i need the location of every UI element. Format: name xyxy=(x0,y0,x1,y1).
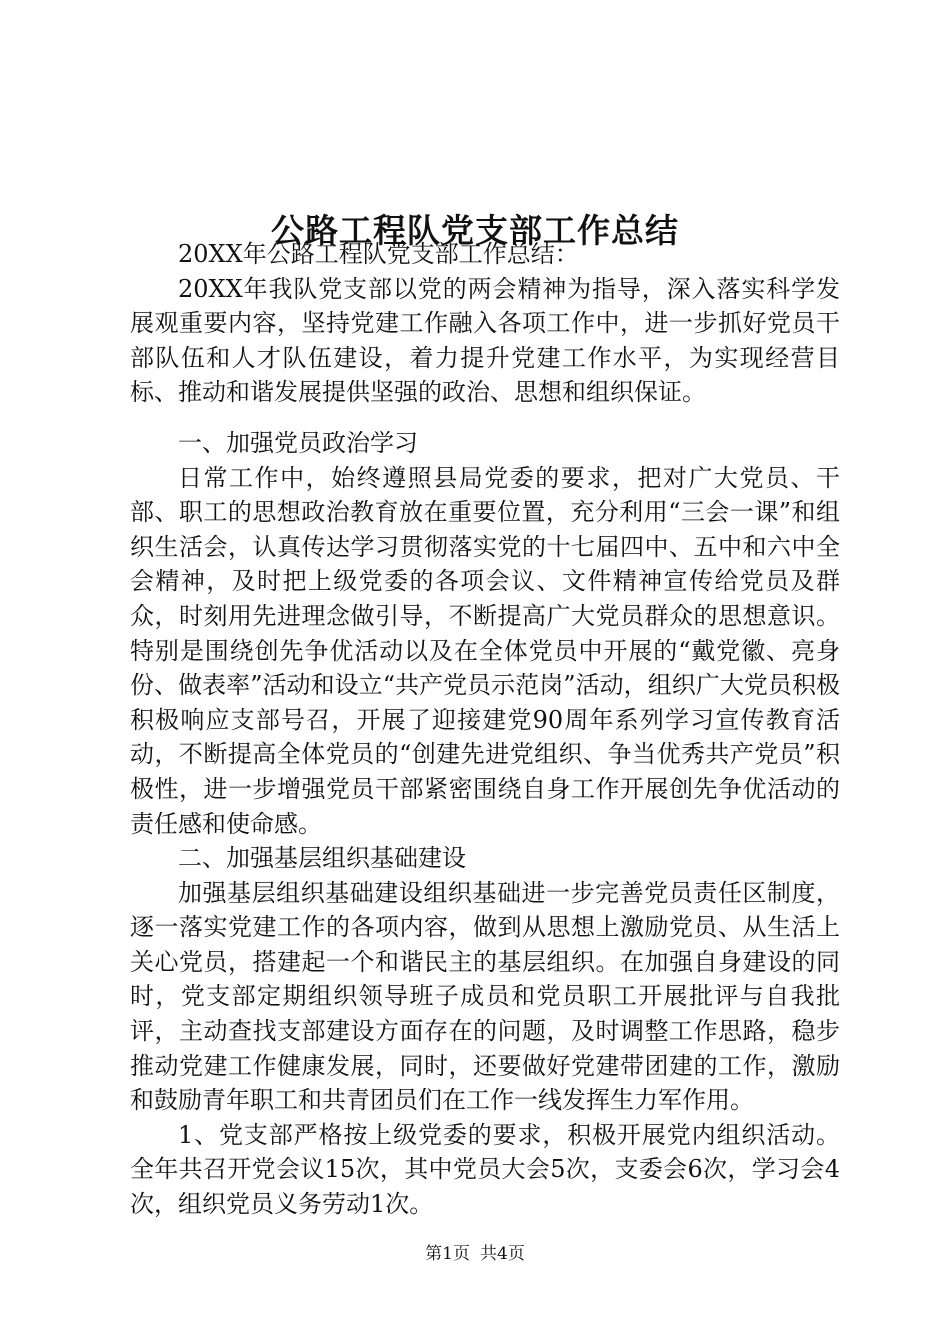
section-heading-2: 二、加强基层组织基础建设 xyxy=(178,844,466,873)
page-number: 第1页 xyxy=(425,1244,470,1264)
summary-paragraph: 20XX年我队党支部以党的两会精神为指导，深入落实科学发展观重要内容，坚持党建工作融入各项工作中，进一步抓好党员干部队伍和人才队伍建设，着力提升党建工作水平，为实现经营目标、推动和谐发展提供坚强的政治、思想和组织保证。 xyxy=(130,274,840,407)
intro-line: 20XX年公路工程队党支部工作总结： xyxy=(178,240,579,268)
section-heading-1: 一、加强党员政治学习 xyxy=(178,428,418,457)
item-1-paragraph: 1、党支部严格按上级党委的要求，积极开展党内组织活动。全年共召开党会议15次，其中党员大会5次，支委会6次，学习会4次，组织党员义务劳动1次。 xyxy=(130,1120,840,1219)
section-2-paragraph: 加强基层组织基础建设组织基础进一步完善党员责任区制度，逐一落实党建工作的各项内容，做到从思想上激励党员、从生活上关心党员，搭建起一个和谐民主的基层组织。在加强自身建设的同时，党支部定期组织领导班子成员和党员职工开展批评与自我批评，主动查找支部建设方面存在的问题，及时调整工作思路，稳步推动党建工作健康发展，同时，还要做好党建带团建的工作，激励和鼓励青年职工和共青团员们在工作一线发挥生力军作用。 xyxy=(130,878,840,1115)
page-total: 共4页 xyxy=(480,1244,525,1264)
page-footer xyxy=(0,1242,950,1266)
section-1-paragraph: 日常工作中，始终遵照县局党委的要求，把对广大党员、干部、职工的思想政治教育放在重要位置，充分利用“三会一课”和组织生活会，认真传达学习贯彻落实党的十七届四中、五中和六中全会精神，及时把上级党委的各项会议、文件精神宣传给党员及群众，时刻用先进理念做引导，不断提高广大党员群众的思想意识。特别是围绕创先争优活动以及在全体党员中开展的“戴党徽、亮身份、做表率”活动和设立“共产党员示范岗”活动，组织广大党员积极积极响应支部号召，开展了迎接建党90周年系列学习宣传教育活动，不断提高全体党员的“创建先进党组织、争当优秀共产党员”积极性，进一步增强党员干部紧密围绕自身工作开展创先争优活动的责任感和使命感。 xyxy=(130,463,840,838)
document-body xyxy=(130,237,840,1222)
document-title: 公路工程队党支部工作总结 xyxy=(271,211,679,251)
